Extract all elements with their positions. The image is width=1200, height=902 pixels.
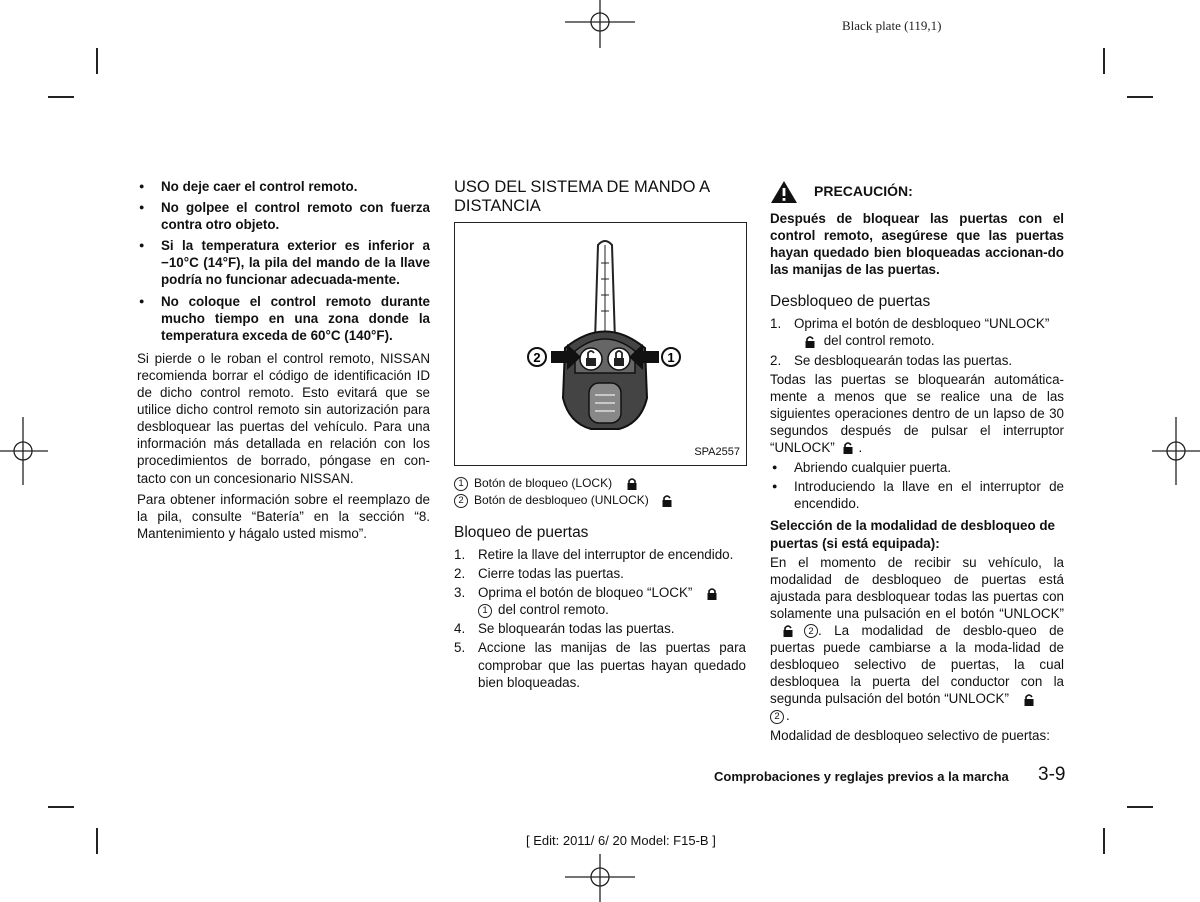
lost-remote-paragraph: Si pierde o le roban el control remoto, NISSAN recomienda borrar el código de identificación ID de dicho control remoto. Esto evitará que se utilice dicho control remoto sin autorización para desbloquear las puertas del vehículo. Para una información más detallada en relación con los procedimientos de borrado, póngase en con-tacto con un concesionario NISSAN. [137, 350, 430, 486]
crop-mark [96, 828, 98, 854]
lock-doors-heading: Bloqueo de puertas [454, 524, 589, 541]
crop-mark [96, 48, 98, 74]
unlock-steps [770, 315, 1064, 368]
figure-legend [454, 475, 746, 509]
plate-label: Black plate (119,1) [842, 18, 942, 33]
left-column [137, 178, 430, 542]
mode-heading: Selección de la modalidad de desbloqueo de puertas (si está equipada): [770, 518, 1055, 551]
callout-1: 1 [667, 350, 675, 365]
registration-mark-top [560, 0, 640, 50]
lock-steps [454, 546, 746, 691]
key-fob-illustration [455, 223, 745, 463]
legend-item [454, 492, 746, 509]
list-item: 2. Cierre todas las puertas. [454, 566, 624, 582]
crop-mark [1103, 828, 1105, 854]
unlock-icon [661, 494, 673, 508]
lock-icon [626, 477, 638, 491]
section-footer-title: Comprobaciones y reglajes previos a la marcha [714, 769, 1009, 784]
list-item: 1. Retire la llave del interruptor de encendido. [454, 547, 734, 562]
callout-number: 2 [804, 624, 818, 638]
crop-mark [1103, 48, 1105, 74]
unlock-icon [804, 335, 816, 349]
list-item: ● Introduciendo la llave en el interruptor de encendido. [770, 478, 1064, 512]
list-item: ● No deje caer el control remoto. [137, 178, 430, 195]
list-item: 3. Oprima el botón de bloqueo “LOCK” 1 del control remoto. [454, 584, 746, 618]
key-fob-figure [454, 222, 747, 466]
caution-text: Después de bloquear las puertas con el control remoto, asegúrese que las puertas hayan quedado bien bloqueadas accionan-do las manijas de las puertas. [770, 211, 1064, 278]
section-title: USO DEL SISTEMA DE MANDO A DISTANCIA [454, 178, 710, 215]
list-item: ● Abriendo cualquier puerta. [770, 459, 1064, 476]
unlock-icon [782, 624, 794, 638]
figure-code: SPA2557 [694, 445, 740, 458]
caution-header [770, 180, 1064, 204]
legend-text: Botón de bloqueo (LOCK) [474, 476, 613, 490]
warning-triangle-icon [770, 180, 798, 204]
registration-mark-left [0, 415, 50, 487]
registration-mark-right [1152, 415, 1200, 487]
crop-mark [48, 96, 74, 98]
callout-2: 2 [533, 350, 541, 365]
caution-title: PRECAUCIÓN: [814, 183, 913, 200]
mode-paragraph: En el momento de recibir su vehículo, la modalidad de desbloqueo de puertas está ajustada para desbloquear todas las puertas con solamente una pulsación en el botón “UNLOCK” 2 . La modalidad de desblo-queo de puertas puede cambiarse a la moda-lidad de desbloqueo selectivo de puertas, la cual desbloquea la puerta del conductor con la segunda pulsación del botón “UNLOCK” 2 . [770, 554, 1064, 724]
callout-number: 2 [454, 494, 468, 508]
crop-mark [1127, 96, 1153, 98]
list-item: 5. Accione las manijas de las puertas para comprobar que las puertas hayan quedado bien bloqueadas. [454, 640, 746, 690]
callout-number: 1 [478, 604, 492, 618]
unlock-icon [1023, 693, 1035, 707]
crop-mark [1127, 806, 1153, 808]
warning-list [137, 178, 430, 344]
unlock-doors-heading: Desbloqueo de puertas [770, 293, 931, 311]
list-item: 2. Se desbloquearán todas las puertas. [770, 352, 1013, 368]
lock-icon [706, 587, 718, 601]
crop-mark [48, 806, 74, 808]
list-item: ● No coloque el control remoto durante mucho tiempo en una zona donde la temperatura exceda de 60°C (140°F). [137, 293, 430, 344]
auto-lock-conditions [770, 459, 1064, 512]
list-item: 4. Se bloquearán todas las puertas. [454, 621, 675, 637]
legend-text: Botón de desbloqueo (UNLOCK) [474, 493, 649, 507]
battery-paragraph: Para obtener información sobre el reemplazo de la pila, consulte “Batería” en la sección “8. Mantenimiento y hágalo usted mismo”. [137, 491, 430, 541]
registration-mark-bottom [560, 852, 640, 902]
middle-column [454, 178, 746, 693]
edit-info: [ Edit: 2011/ 6/ 20 Model: F15-B ] [526, 833, 716, 848]
list-item: 1. Oprima el botón de desbloqueo “UNLOCK” del control remoto. [770, 316, 1050, 349]
right-column [770, 178, 1064, 744]
unlock-icon [842, 441, 854, 455]
list-item: ● Si la temperatura exterior es inferior a −10°C (14°F), la pila del mando de la llave podría no funcionar adecuada-mente. [137, 237, 430, 288]
page-number: 3-9 [1038, 764, 1066, 785]
selective-mode-line: Modalidad de desbloqueo selectivo de puertas: [770, 727, 1050, 743]
list-item: ● No golpee el control remoto con fuerza contra otro objeto. [137, 199, 430, 233]
callout-number: 2 [770, 710, 784, 724]
auto-lock-paragraph: Todas las puertas se bloquearán automática-mente a menos que se realice una de las siguientes operaciones dentro de un lapso de 30 segundos después de pulsar el interruptor “UNLOCK” . [770, 371, 1064, 456]
legend-item [454, 475, 746, 492]
callout-number: 1 [454, 477, 468, 491]
